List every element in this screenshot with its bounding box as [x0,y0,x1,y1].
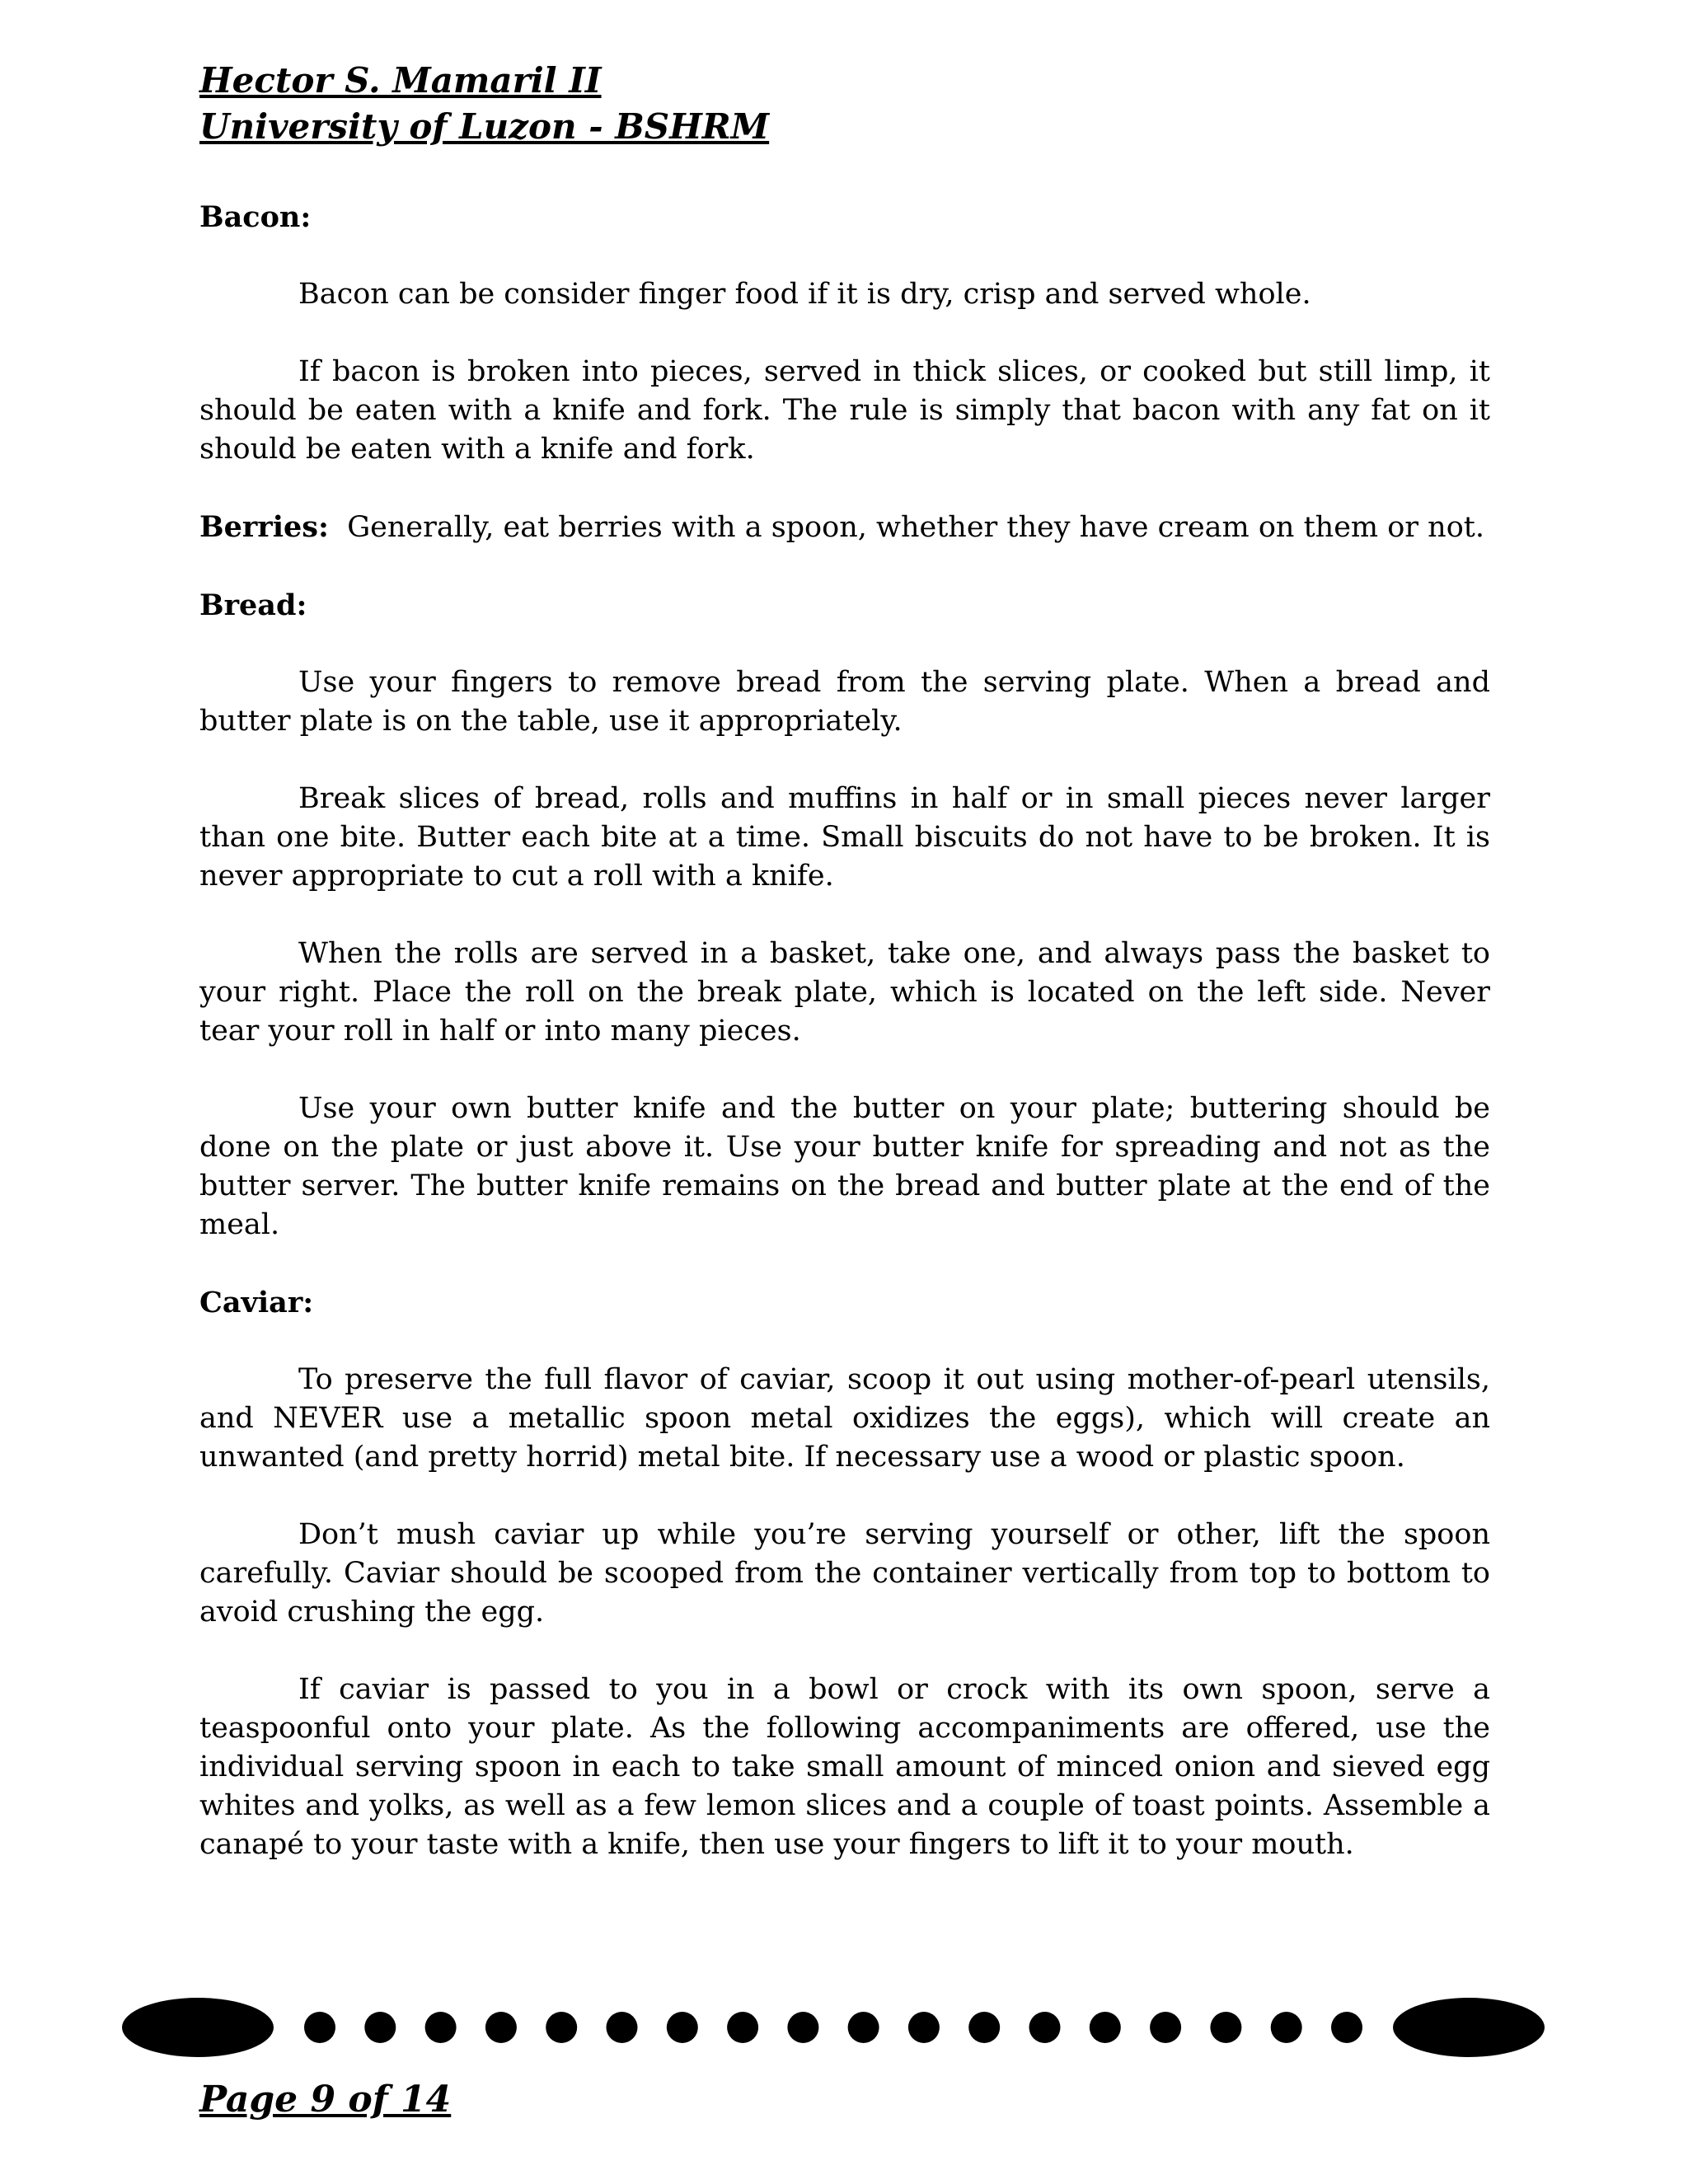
section-heading-berries: Berries: [199,510,329,544]
section-heading-bread: Bread: [199,588,307,622]
bread-paragraph-4: Use your own butter knife and the butter on your plate; buttering should be done on the plate or just above it. Use your butter knife for spreading and not as the butter server. The butter knife remains on the bread and butter plate at the end of the meal. [199,1092,1490,1241]
bread-paragraph-3: When the rolls are served in a basket, take one, and always pass the basket to your right. Place the roll on the break plate, which is located on the left side. Never tear your roll in half or into many pieces. [199,937,1490,1047]
divider-dot [727,2012,758,2043]
divider-dot [968,2012,1000,2043]
divider-dot [425,2012,457,2043]
bacon-paragraph-2: If bacon is broken into pieces, served in thick slices, or cooked but still limp, it should be eaten with a knife and fork. The rule is simply that bacon with any fat on it should be eaten with a knife and fork. [199,355,1490,466]
divider-dot [848,2012,879,2043]
divider-dot [485,2012,517,2043]
divider-right-oval [1393,1998,1545,2057]
caviar-paragraph-3: If caviar is passed to you in a bowl or crock with its own spoon, serve a teaspoonful onto your plate. As the following accompaniments are offered, use the individual serving spoon in each to take small amount of minced onion and sieved egg whites and yolks, as well as a few lemon slices and a couple of toast points. Assemble a canapé to your taste with a knife, then use your fingers to lift it to your mouth. [199,1673,1490,1861]
section-heading-caviar: Caviar: [199,1286,314,1319]
decorative-dot-divider [0,1986,1688,2069]
divider-dot [607,2012,638,2043]
caviar-paragraph-2: Don’t mush caviar up while you’re serving yourself or other, lift the spoon carefully. Caviar should be scooped from the container vertically from top to bottom to avoid crushing the egg. [199,1518,1490,1629]
bread-paragraph-2: Break slices of bread, rolls and muffins in half or in small pieces never larger than one bite. Butter each bite at a time. Small biscuits do not have to be broken. It is never appropriate to cut a roll with a knife. [199,782,1490,893]
divider-dot [908,2012,940,2043]
author-name: Hector S. Mamaril II [199,60,602,101]
school-name: University of Luzon - BSHRM [199,106,770,147]
bacon-paragraph-1: Bacon can be consider finger food if it is dry, crisp and served whole. [298,278,1311,311]
divider-dot [1210,2012,1241,2043]
divider-dot [1331,2012,1362,2043]
divider-dot [1271,2012,1302,2043]
document-body [199,198,1490,1864]
page-number: Page 9 of 14 [199,2079,452,2121]
divider-dot [364,2012,396,2043]
divider-dot [1090,2012,1121,2043]
divider-dot [1150,2012,1181,2043]
bread-paragraph-1: Use your fingers to remove bread from the serving plate. When a bread and butter plate is on the table, use it appropriately. [199,666,1490,738]
divider-dot [546,2012,577,2043]
divider-dot [787,2012,818,2043]
divider-dot [1029,2012,1061,2043]
berries-paragraph [199,508,1490,547]
divider-dot [304,2012,335,2043]
page-header [199,58,769,150]
divider-dot [667,2012,698,2043]
divider-dots [304,2012,1362,2043]
caviar-paragraph-1: To preserve the full flavor of caviar, scoop it out using mother-of-pearl utensils, and NEVER use a metallic spoon metal oxidizes the eggs), which will create an unwanted (and pretty horrid) metal bite. If necessary use a wood or plastic spoon. [199,1363,1490,1474]
berries-text: Generally, eat berries with a spoon, whether they have cream on them or not. [347,511,1484,544]
divider-left-oval [122,1998,274,2057]
section-heading-bacon: Bacon: [199,200,312,234]
